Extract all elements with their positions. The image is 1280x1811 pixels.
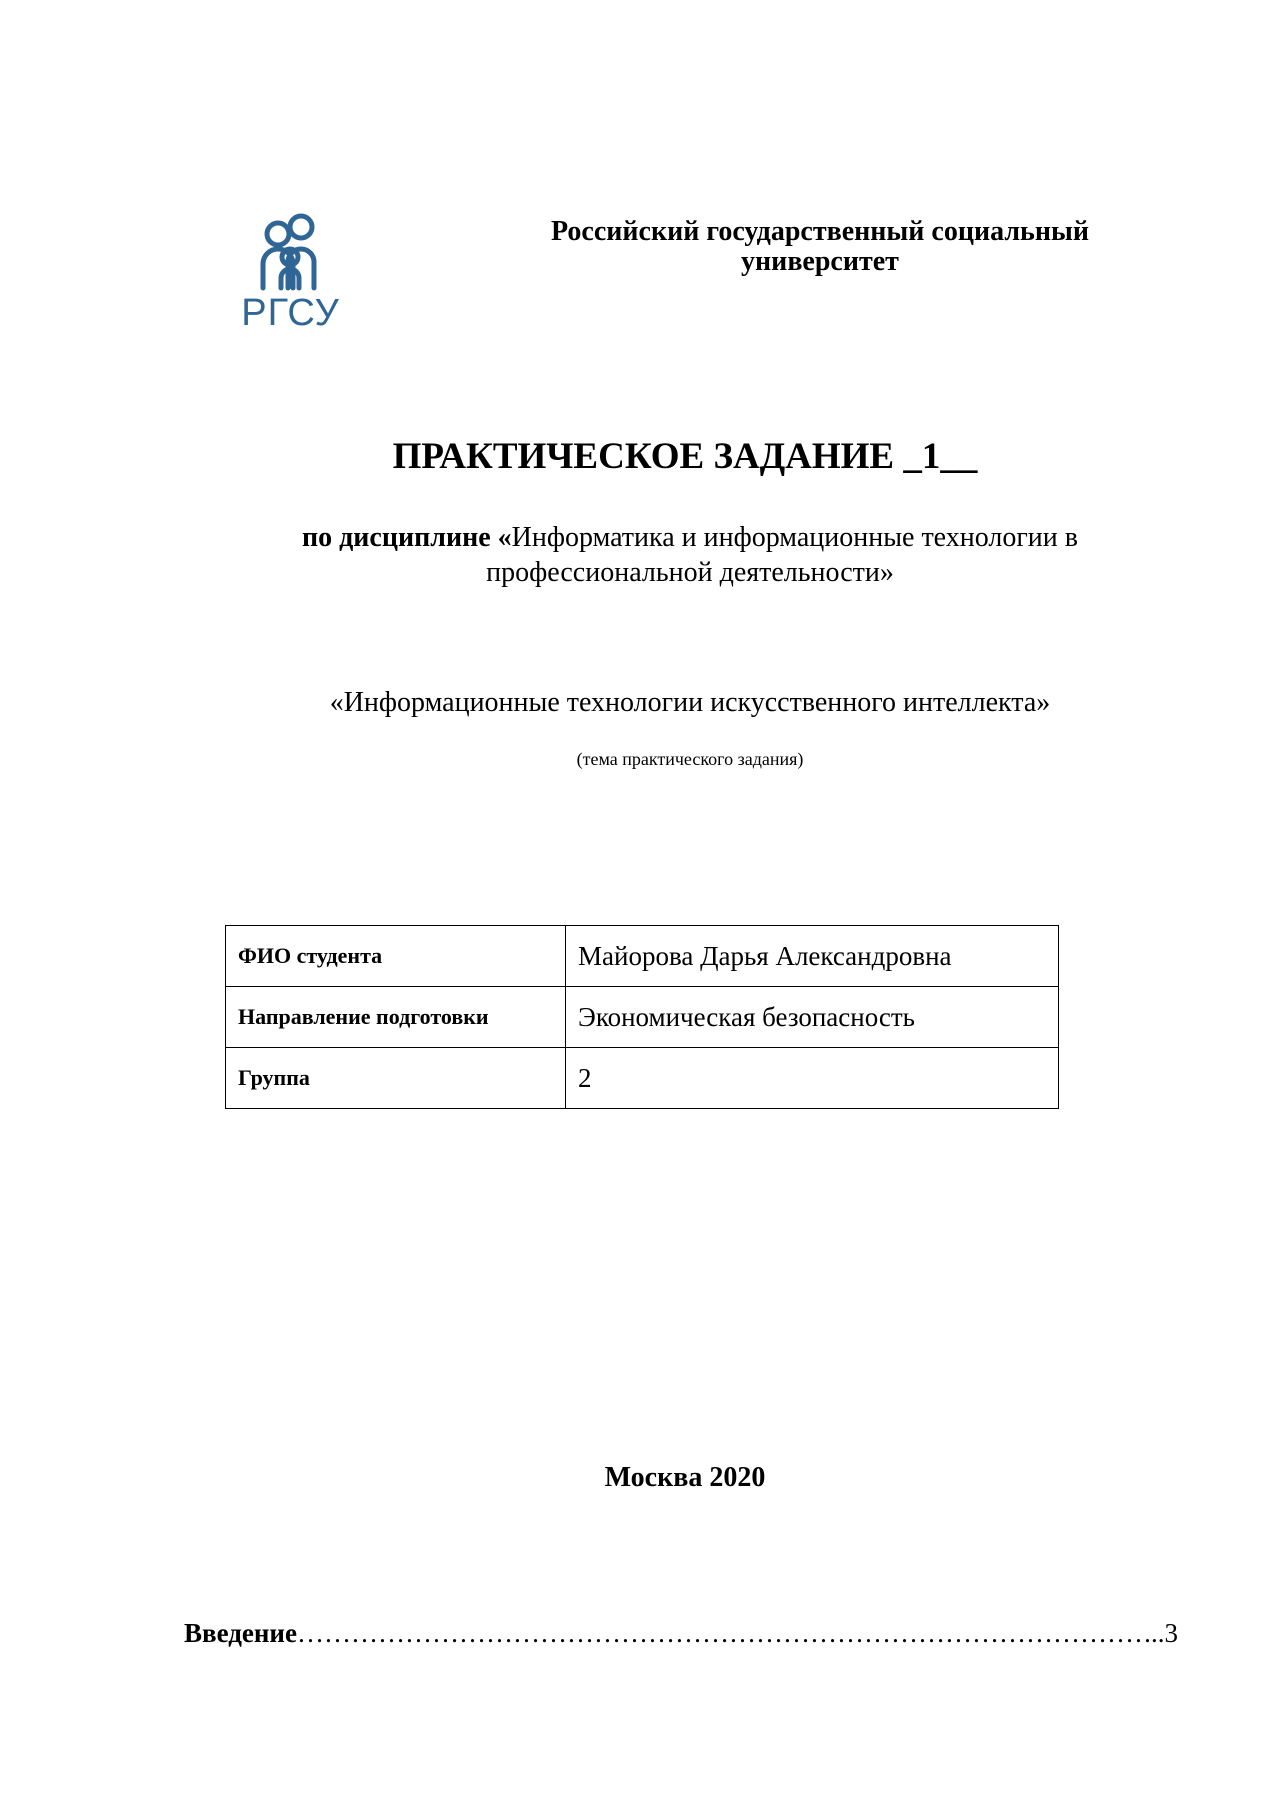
table-row [226,987,1059,1048]
table-row [226,926,1059,987]
discipline-prefix: по дисциплине « [301,522,512,553]
group-label: Группа [226,1048,566,1109]
table-row [226,1048,1059,1109]
discipline-line [230,520,1150,590]
study-direction-label: Направление подготовки [226,987,566,1048]
university-name: Российский государственный социальный университет [551,216,1089,277]
toc-leader-dots [297,1616,1149,1650]
document-title: ПРАКТИЧЕСКОЕ ЗАДАНИЕ _1__ [392,436,978,477]
university-logo [233,212,348,342]
topic-caption: (тема практического задания) [576,749,804,769]
toc-entry [184,1616,1178,1650]
toc-entry-title: Введение [184,1618,297,1648]
group-value: 2 [566,1048,1059,1109]
student-info-table [225,925,1059,1109]
student-name-value: Майорова Дарья Александровна [566,926,1059,987]
city-year: Москва 2020 [604,1462,766,1493]
study-direction-value: Экономическая безопасность [566,987,1059,1048]
toc-entry-page: ..3 [1151,1618,1178,1648]
discipline-name: Информатика и информационные технологии в профессиональной деятельности» [486,522,1078,588]
people-family-icon [233,212,348,292]
logo-text: РГСУ [241,292,340,334]
student-name-label: ФИО студента [226,926,566,987]
topic-title: «Информационные технологии искусственного интеллекта» [329,687,1051,718]
